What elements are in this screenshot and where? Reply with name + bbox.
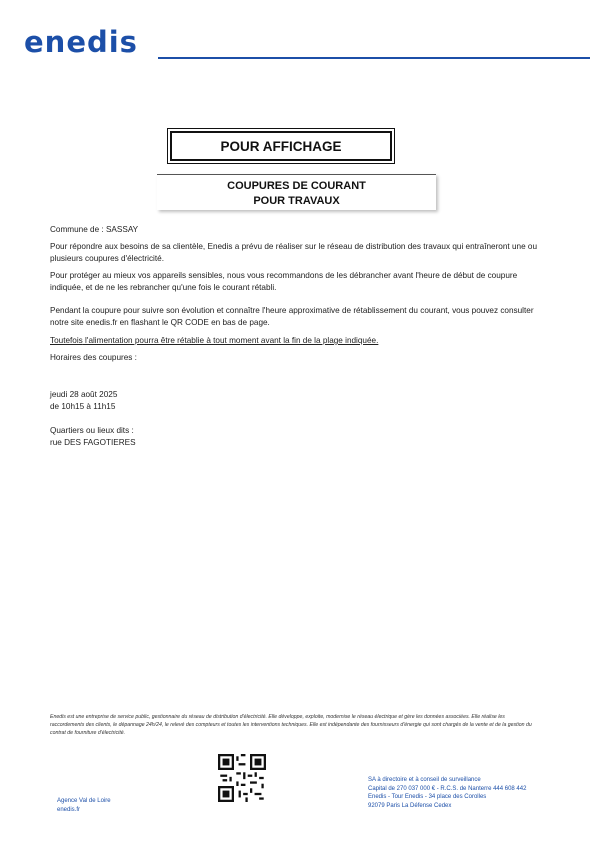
footer-legal-text: Enedis est une entreprise de service public, gestionnaire du réseau de distribution d'électricité. Elle développe, exploite, modernise le réseau électrique et gère les données associées. Elle réalise les raccordements des clients, le dépannage 24h/24, le relevé des compteurs et toutes les interventions techniques. Elle est indépendante des fournisseurs d'énergie qui sont chargés de la vente et de la gestion du contrat de fourniture d'électricité.: [50, 714, 532, 736]
agency-block: [57, 797, 111, 815]
qr-code[interactable]: [218, 754, 266, 802]
location-street: rue DES FAGOTIERES: [50, 438, 136, 447]
paragraph-3: Pendant la coupure pour suivre son évolution et connaître l'heure approximative de rétablissement du courant, vous pouvez consulter notre site enedis.fr en flashant le QR CODE en bas de page.: [50, 306, 534, 327]
page-title: POUR AFFICHAGE: [170, 131, 392, 161]
company-line-2: Capital de 270 037 000 € - R.C.S. de Nanterre 444 608 442: [368, 785, 527, 792]
company-line-1: SA à directoire et à conseil de surveillance: [368, 777, 481, 783]
company-block: [368, 776, 526, 810]
company-line-3: Enedis - Tour Enedis - 34 place des Corolles: [368, 794, 487, 800]
subtitle-line-2: POUR TRAVAUX: [253, 195, 340, 207]
commune-line: Commune de : SASSAY: [50, 225, 139, 234]
header-rule: [158, 57, 590, 59]
subtitle-line-1: COUPURES DE COURANT: [227, 180, 366, 192]
subtitle-box: [157, 174, 436, 210]
paragraph-1: Pour répondre aux besoins de sa clientèle, Enedis a prévu de réaliser sur le réseau de distribution des travaux qui entraîneront une ou plusieurs coupures d'électricité.: [50, 242, 538, 263]
company-line-4: 92079 Paris La Défense Cedex: [368, 802, 452, 809]
enedis-logo: enedis: [24, 25, 138, 59]
warning-line: [50, 335, 545, 347]
hours-heading: Horaires des coupures :: [50, 353, 137, 362]
schedule-time: de 10h15 à 11h15: [50, 402, 116, 411]
locations-heading: Quartiers ou lieux dits :: [50, 426, 134, 435]
agency-website[interactable]: enedis.fr: [57, 807, 81, 813]
schedule-date: jeudi 28 août 2025: [50, 390, 118, 399]
agency-name: Agence Val de Loire: [57, 798, 111, 804]
warning-text: l'alimentation pourra être rétablie à tout moment avant la fin de la plage indiquée.: [82, 336, 379, 345]
warning-emphasis: Toutefois: [50, 336, 83, 345]
paragraph-2: Pour protéger au mieux vos appareils sensibles, nous vous recommandons de les débrancher avant l'heure de début de coupure indiquée, et de ne les rebrancher qu'une fois le courant rétabli.: [50, 271, 518, 292]
